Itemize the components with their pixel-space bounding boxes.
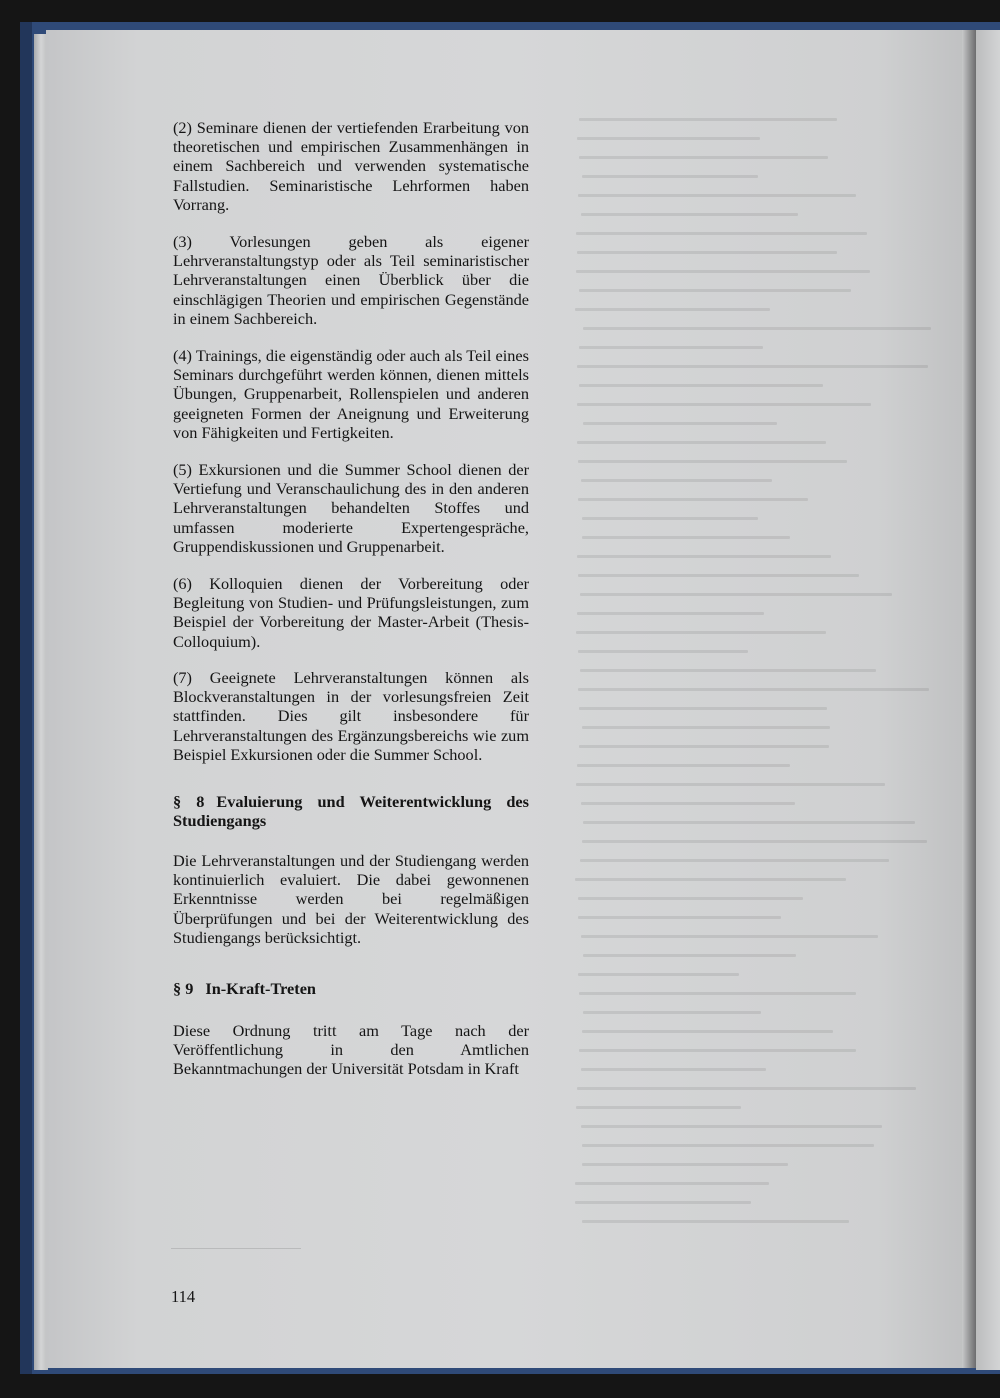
- bleed-through-line: [583, 1011, 761, 1014]
- bleed-through-line: [577, 251, 837, 254]
- bleed-through-line: [582, 1030, 833, 1033]
- facing-page-edge: [976, 30, 1000, 1370]
- paragraph-2: (2) Seminare dienen der vertiefenden Erarbeitung von theoretischen und empirischen Zusammenhängen in einem Sachbereich und verwenden systematische Fallstudien. Seminaristische Lehrformen haben Vorrang.: [173, 118, 529, 214]
- bleed-through-line: [579, 346, 763, 349]
- bleed-through-line: [582, 536, 790, 539]
- paragraph-4: (4) Trainings, die eigenständig oder auch als Teil eines Seminars durchgeführt werden können, dienen mittels Übungen, Gruppenarbeit, Rollenspielen und anderen geeigneten Formen der Aneignung und Erweiterung von Fähigkeiten und Fertigkeiten.: [173, 346, 529, 442]
- section-8-heading: [173, 792, 529, 830]
- bleed-through-line: [579, 745, 829, 748]
- bleed-through-line: [577, 764, 790, 767]
- bleed-through-line: [579, 1049, 856, 1052]
- bleed-through-line: [578, 916, 781, 919]
- bleed-through-line: [578, 973, 739, 976]
- bleed-through-line: [579, 118, 837, 121]
- bleed-through-line: [579, 289, 851, 292]
- bleed-through-line: [577, 365, 928, 368]
- bleed-through-line: [579, 707, 827, 710]
- bleed-through-line: [581, 802, 795, 805]
- bleed-through-line: [582, 175, 758, 178]
- bleed-through-line: [577, 1087, 916, 1090]
- book-spine-edge: [20, 22, 32, 1374]
- paragraph-5: (5) Exkursionen und die Summer School dienen der Vertiefung und Veranschaulichung des in den anderen Lehrveranstaltungen behandelten Stoffes und umfassen moderierte Expertengespräche, Gruppendiskussionen und Gruppenarbeit.: [173, 460, 529, 556]
- bleed-through-line: [577, 555, 831, 558]
- bleed-through-line: [580, 593, 892, 596]
- section-8-body: Die Lehrveranstaltungen und der Studiengang werden kontinuierlich evaluiert. Die dabei gewonnenen Erkenntnisse werden bei regelmäßigen Überprüfungen und bei der Weiterentwicklung des Studiengangs berücksichtigt.: [173, 851, 529, 947]
- bleed-through-line: [578, 194, 856, 197]
- bleed-through-line: [579, 156, 828, 159]
- bleed-through-line: [581, 479, 772, 482]
- bleed-through-line: [582, 1163, 788, 1166]
- bleed-through-line: [581, 1125, 882, 1128]
- bleed-through-line: [579, 992, 856, 995]
- section-9-title: In-Kraft-Treten: [205, 979, 316, 998]
- bleed-through-line: [576, 1106, 741, 1109]
- bleed-through-line: [583, 422, 777, 425]
- bleed-through-line: [578, 897, 803, 900]
- bleed-through-line: [578, 688, 929, 691]
- bleed-through-line: [583, 327, 931, 330]
- bleed-through-line: [577, 612, 764, 615]
- bleed-through-line: [577, 137, 760, 140]
- bleed-through-line: [581, 1068, 766, 1071]
- bleed-through-line: [582, 1220, 849, 1223]
- bleed-through-line: [575, 1201, 751, 1204]
- gutter-shadow: [962, 30, 976, 1368]
- page-number: 114: [171, 1287, 196, 1306]
- bleed-through-line: [581, 935, 878, 938]
- bleed-through-line: [576, 232, 867, 235]
- paragraph-3: (3) Vorlesungen geben als eigener Lehrveranstaltungstyp oder als Teil seminaristischer Lehrveranstaltungen einen Überblick über die einschlägigen Theorien und empirischen Gegenstände in einem Sachbereich.: [173, 232, 529, 328]
- bleed-through-line: [578, 650, 748, 653]
- bleed-through-line: [576, 783, 885, 786]
- bleed-through-line: [576, 631, 826, 634]
- bleed-through-line: [580, 859, 889, 862]
- bleed-through-line: [582, 1144, 874, 1147]
- section-9-heading: [173, 979, 529, 998]
- paragraph-6: (6) Kolloquien dienen der Vorbereitung oder Begleitung von Studien- und Prüfungsleistungen, zum Beispiel der Vorbereitung der Master-Arbeit (Thesis-Colloquium).: [173, 574, 529, 651]
- bleed-through-line: [578, 574, 859, 577]
- bleed-through-line: [579, 384, 823, 387]
- paragraph-7: (7) Geeignete Lehrveranstaltungen können als Blockveranstaltungen in der vorlesungsfreien Zeit stattfinden. Dies gilt insbesondere für Lehrveranstaltungen des Ergänzungsbereichs wie zum Beispiel Exkursionen oder die Summer School.: [173, 668, 529, 764]
- section-9-number: § 9: [173, 979, 194, 998]
- bleed-through-line: [575, 1182, 769, 1185]
- section-8-number: § 8: [173, 792, 205, 811]
- bleed-through-line: [576, 270, 870, 273]
- footnote-rule: [171, 1248, 301, 1249]
- bleed-through-line: [583, 954, 796, 957]
- bleed-through-text: [575, 110, 945, 1240]
- bleed-through-line: [582, 517, 758, 520]
- bleed-through-line: [583, 821, 915, 824]
- bleed-through-line: [581, 213, 798, 216]
- bleed-through-line: [577, 403, 871, 406]
- bleed-through-line: [577, 441, 826, 444]
- bleed-through-line: [582, 840, 927, 843]
- bleed-through-line: [582, 726, 830, 729]
- bleed-through-line: [575, 308, 770, 311]
- section-8-title: Evaluierung und Weiterentwicklung des Studiengangs: [173, 792, 529, 831]
- bleed-through-line: [575, 878, 846, 881]
- bleed-through-line: [578, 498, 808, 501]
- bleed-through-line: [580, 669, 876, 672]
- section-9-body: Diese Ordnung tritt am Tage nach der Veröffentlichung in den Amtlichen Bekanntmachungen der Universität Potsdam in Kraft: [173, 1021, 529, 1079]
- bleed-through-line: [578, 460, 847, 463]
